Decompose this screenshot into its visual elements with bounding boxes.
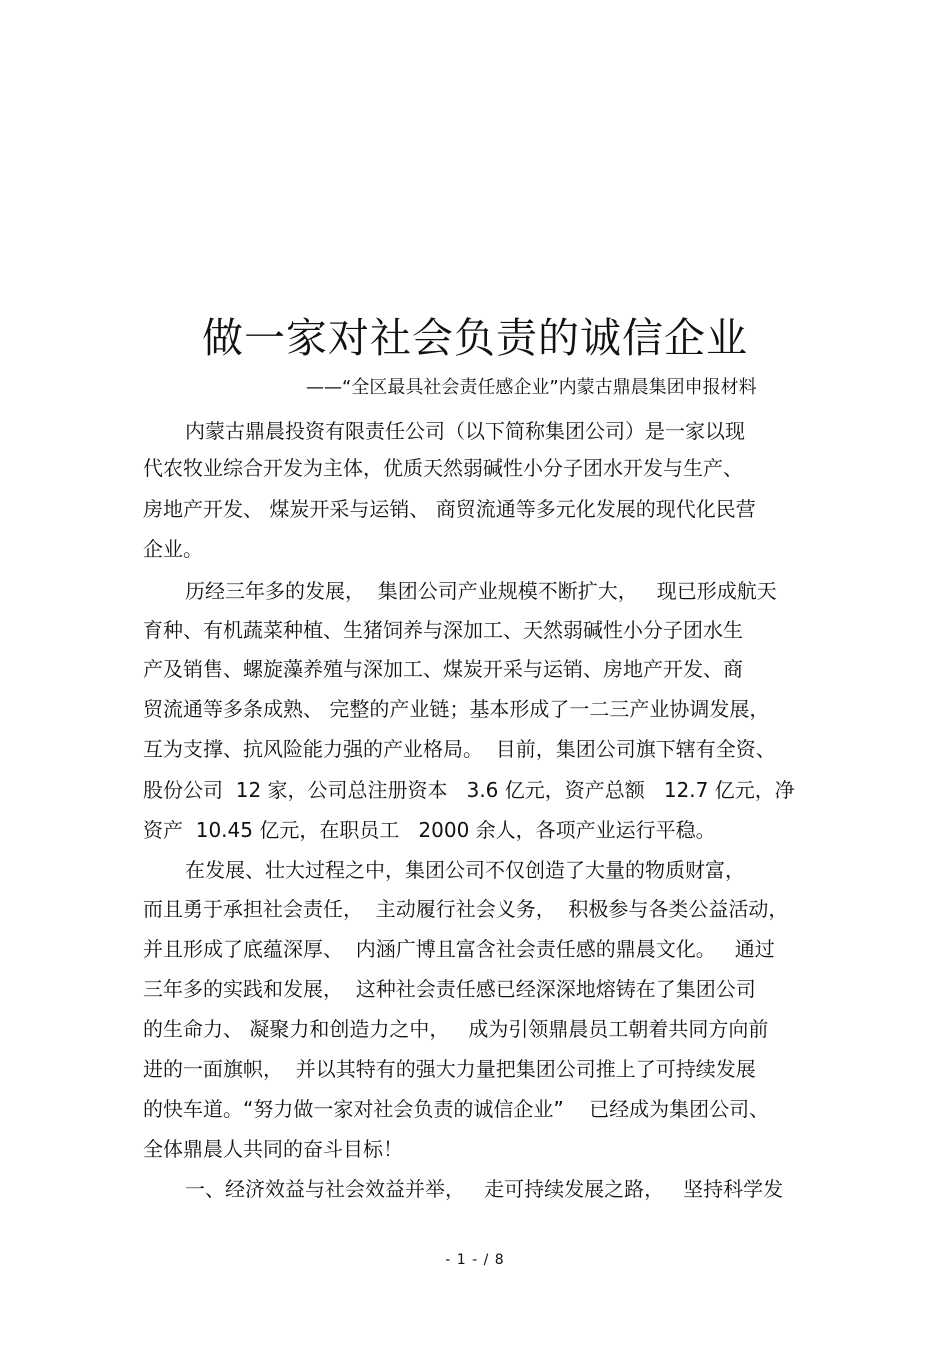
paragraph-line: 股份公司 12 家，公司总注册资本 3.6 亿元，资产总额 12.7 亿元，净 <box>143 778 795 802</box>
paragraph-line: 进的一面旗帜， 并以其特有的强大力量把集团公司推上了可持续发展 <box>143 1057 756 1081</box>
paragraph-line: 在发展、壮大过程之中，集团公司不仅创造了大量的物质财富， <box>185 858 745 882</box>
paragraph-line: 的快车道。“努力做一家对社会负责的诚信企业” 已经成为集团公司、 <box>143 1097 770 1121</box>
paragraph-line: 内蒙古鼎晨投资有限责任公司（以下简称集团公司）是一家以现 <box>185 419 745 443</box>
paragraph-line: 全体鼎晨人共同的奋斗目标！ <box>143 1137 403 1161</box>
paragraph-line: 而且勇于承担社会责任， 主动履行社会义务， 积极参与各类公益活动， <box>143 897 789 921</box>
paragraph-line: 历经三年多的发展， 集团公司产业规模不断扩大， 现已形成航天 <box>185 579 777 603</box>
paragraph-line: 代农牧业综合开发为主体，优质天然弱碱性小分子团水开发与生产、 <box>143 456 743 480</box>
paragraph-line: 互为支撑、抗风险能力强的产业格局。 目前，集团公司旗下辖有全资、 <box>143 737 776 761</box>
paragraph-line: 育种、有机蔬菜种植、生猪饲养与深加工、天然弱碱性小分子团水生 <box>143 618 743 642</box>
paragraph-line: 并且形成了底蕴深厚、 内涵广博且富含社会责任感的鼎晨文化。 通过 <box>143 937 775 961</box>
paragraph-line: 的生命力、 凝聚力和创造力之中， 成为引领鼎晨员工朝着共同方向前 <box>143 1017 769 1041</box>
paragraph-line: 产及销售、螺旋藻养殖与深加工、煤炭开采与运销、房地产开发、商 <box>143 657 743 681</box>
paragraph-line: 资产 10.45 亿元，在职员工 2000 余人，各项产业运行平稳。 <box>143 818 716 842</box>
document-subtitle: ——“全区最具社会责任感企业”内蒙古鼎晨集团申报材料 <box>306 377 757 398</box>
document-title: 做一家对社会负责的诚信企业 <box>202 314 748 362</box>
paragraph-line: 企业。 <box>143 537 203 561</box>
section-heading-line: 一、经济效益与社会效益并举， 走可持续发展之路， 坚持科学发 <box>185 1177 784 1201</box>
paragraph-line: 三年多的实践和发展， 这种社会责任感已经深深地熔铸在了集团公司 <box>143 977 756 1001</box>
paragraph-line: 房地产开发、 煤炭开采与运销、 商贸流通等多元化发展的现代化民营 <box>143 497 756 521</box>
page-number: - 1 - / 8 <box>445 1252 505 1268</box>
paragraph-line: 贸流通等多条成熟、 完整的产业链；基本形成了一二三产业协调发展， <box>143 697 770 721</box>
